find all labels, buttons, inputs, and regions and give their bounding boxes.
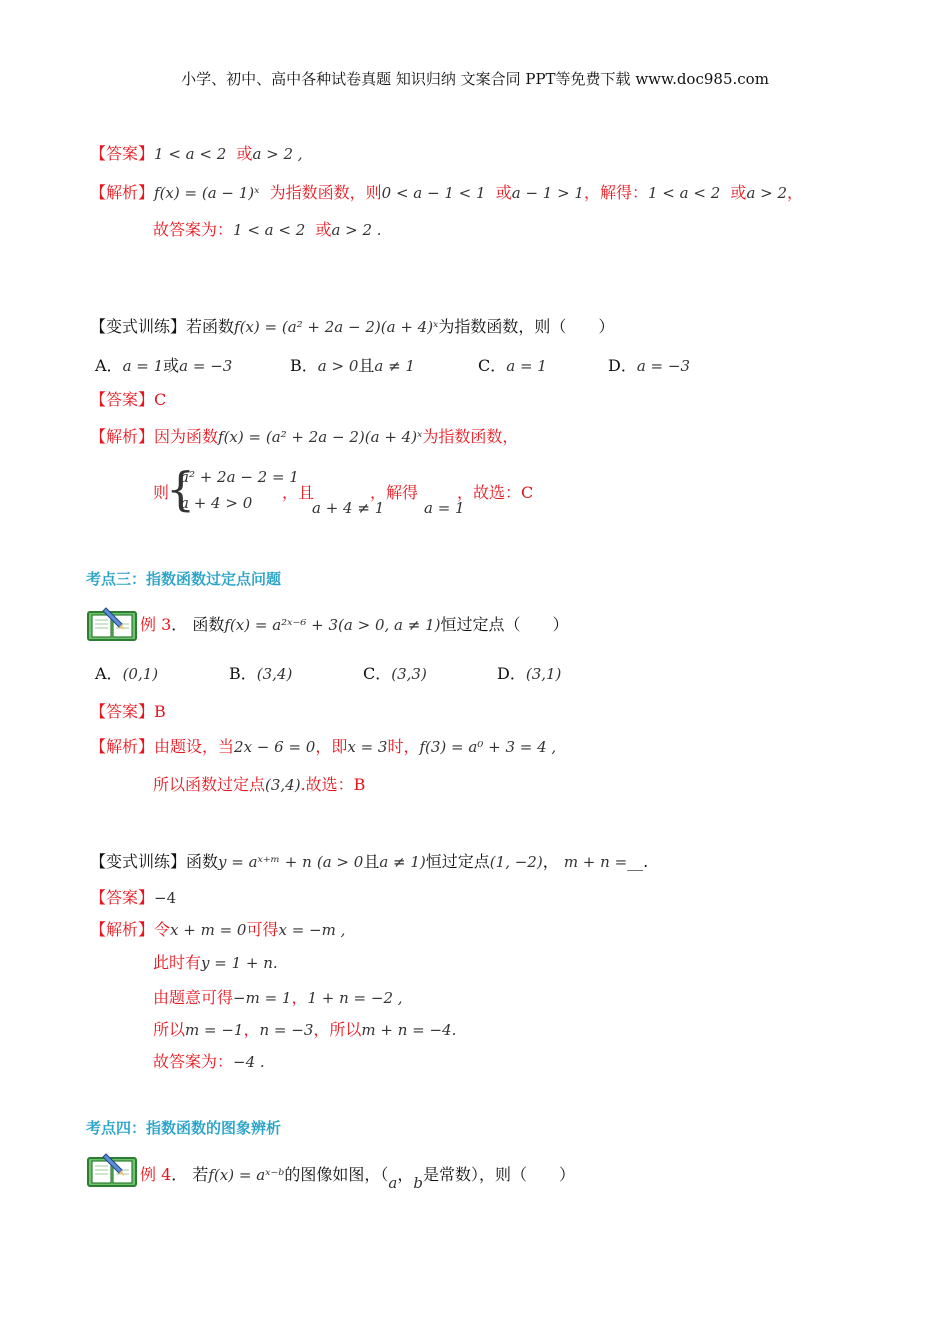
math: a > 0 <box>317 357 359 375</box>
text: 令 <box>154 920 171 939</box>
solve-math: a = 1 <box>424 499 465 517</box>
answer-line-4 <box>90 887 176 909</box>
math: x = 3 <box>347 738 388 756</box>
math: n = −3 <box>259 1021 314 1039</box>
text: 恒过定点（ ） <box>440 615 569 634</box>
text: 或 <box>315 220 332 239</box>
text: 此时有 <box>153 953 202 972</box>
math: a > 2 <box>746 184 788 202</box>
text: 恒过定点 <box>425 852 490 871</box>
answer-tag: 【答案】 <box>90 888 155 907</box>
system-eq-1: a² + 2a − 2 = 1 <box>180 468 299 486</box>
text: 为指数函数， <box>422 427 519 446</box>
text: ，即 <box>315 737 348 756</box>
math: −4 . <box>233 1053 265 1071</box>
text: ， <box>243 1020 260 1039</box>
text: 故答案为： <box>153 220 234 239</box>
section-title-4: 考点四：指数函数的图象辨析 <box>86 1119 282 1137</box>
example-label: 例 4 <box>140 1165 172 1184</box>
text: 或 <box>236 144 253 163</box>
text: ， <box>787 183 804 202</box>
analysis-tag: 【解析】 <box>90 737 155 756</box>
text: 所以 <box>153 1020 186 1039</box>
math: f(3) = a⁰ + 3 = 4 , <box>419 738 557 756</box>
and-math: a + 4 ≠ 1 <box>312 499 385 517</box>
example-3-line <box>140 614 569 636</box>
option-letter: A． <box>95 664 123 683</box>
math: a = 1 <box>122 357 164 375</box>
option-letter: C． <box>478 356 507 375</box>
text: ，所以 <box>313 1020 362 1039</box>
math: 1 < a < 2 <box>233 221 306 239</box>
option-a[interactable] <box>95 355 232 377</box>
text: 是常数），则（ ） <box>422 1165 575 1184</box>
choose-label: ，故选：C <box>457 483 534 502</box>
analysis-line-1 <box>90 182 803 204</box>
analysis-line-4d <box>153 1019 456 1041</box>
text: 故答案为： <box>153 1052 234 1071</box>
math: f(x) = a²ˣ⁻⁶ + 3(a > 0, a ≠ 1) <box>224 616 441 634</box>
text: ， <box>542 852 559 871</box>
option-d[interactable] <box>608 355 690 377</box>
answer-line-3 <box>90 701 166 723</box>
analysis-tag: 【解析】 <box>90 920 155 939</box>
math: a = −3 <box>179 357 233 375</box>
answer-value: −4 <box>154 889 177 907</box>
text: 为指数函数，则（ ） <box>438 317 615 336</box>
option-b[interactable] <box>229 663 292 685</box>
math: a <box>388 1174 398 1192</box>
and-label: ，且 <box>282 483 315 502</box>
math: −m = 1 <box>233 989 292 1007</box>
math: (3,4) <box>265 776 301 794</box>
math: f(x) = (a − 1)ˣ <box>154 184 260 202</box>
analysis-line-4b <box>153 952 278 974</box>
answer-line-1 <box>90 143 303 165</box>
analysis-line-4 <box>90 919 345 941</box>
math: (3,3) <box>391 665 427 683</box>
analysis-line-3 <box>90 736 556 758</box>
text: 为指数函数，则 <box>269 183 382 202</box>
answer-tag: 【答案】 <box>90 702 155 721</box>
math: a = −3 <box>636 357 691 375</box>
math: f(x) = (a² + 2a − 2)(a + 4)ˣ <box>218 428 423 446</box>
text: 由题设，当 <box>154 737 235 756</box>
text: 可得 <box>246 920 279 939</box>
conclusion-line-1 <box>153 219 382 241</box>
option-c[interactable] <box>478 355 547 377</box>
text: 或 <box>163 356 180 375</box>
section-title-3: 考点三：指数函数过定点问题 <box>86 570 282 588</box>
math: 0 < a − 1 < 1 <box>381 184 486 202</box>
text: 若函数 <box>186 317 235 336</box>
text: 且 <box>363 852 380 871</box>
math: a > 2 . <box>331 221 382 239</box>
text: 的图像如图，（ <box>284 1165 389 1184</box>
text: 且 <box>358 356 375 375</box>
math: a ≠ 1 <box>374 357 415 375</box>
text: ． 若 <box>171 1165 209 1184</box>
math: 1 < a < 2 <box>154 145 227 163</box>
text: ， <box>397 1165 414 1184</box>
option-letter: C． <box>363 664 392 683</box>
solve-label: ，解得 <box>370 483 419 502</box>
text: ， <box>291 988 308 1007</box>
math: a − 1 > 1 <box>511 184 584 202</box>
math: b <box>413 1174 423 1192</box>
answer-value: C <box>154 390 167 409</box>
analysis-line-3b <box>153 774 365 796</box>
example-label: 例 3 <box>140 615 172 634</box>
analysis-tag: 【解析】 <box>90 427 155 446</box>
option-letter: B． <box>290 356 318 375</box>
variant-tag: 【变式训练】 <box>90 852 187 871</box>
text: 因为函数 <box>154 427 219 446</box>
answer-line-2 <box>90 389 166 411</box>
math: m + n = <box>563 853 628 871</box>
option-d[interactable] <box>497 663 561 685</box>
analysis-line-4e <box>153 1051 265 1073</box>
math: m + n = −4. <box>361 1021 457 1039</box>
text: 时， <box>387 737 420 756</box>
option-letter: A． <box>95 356 123 375</box>
math: x + m = 0 <box>170 921 247 939</box>
math: m = −1 <box>185 1021 244 1039</box>
text: 或 <box>730 183 747 202</box>
analysis-tag: 【解析】 <box>90 183 155 202</box>
math: f(x) = aˣ⁻ᵇ <box>208 1166 285 1184</box>
text: 或 <box>495 183 512 202</box>
math: f(x) = (a² + 2a − 2)(a + 4)ˣ <box>234 318 439 336</box>
text: 由题意可得 <box>153 988 234 1007</box>
option-b[interactable] <box>290 355 415 377</box>
math: 1 < a < 2 <box>648 184 721 202</box>
option-c[interactable] <box>363 663 427 685</box>
math: a = 1 <box>506 357 547 375</box>
math: (3,4) <box>256 665 293 683</box>
math: a ≠ 1) <box>379 853 426 871</box>
analysis-line-4c <box>153 987 403 1009</box>
math: (1, −2) <box>489 853 543 871</box>
system-eq-2: a + 4 > 0 <box>180 494 253 512</box>
variant-tag: 【变式训练】 <box>90 317 187 336</box>
option-letter: B． <box>229 664 257 683</box>
math: 1 + n = −2 , <box>307 989 403 1007</box>
option-letter: D． <box>497 664 526 683</box>
brace-symbol: { <box>166 462 196 516</box>
then-label: 则 <box>153 483 170 502</box>
math: 2x − 6 = 0 <box>234 738 316 756</box>
answer-tag: 【答案】 <box>90 144 155 163</box>
variant-question-2 <box>90 851 648 873</box>
math: (3,1) <box>525 665 562 683</box>
analysis-line-2 <box>90 426 518 448</box>
variant-question-1 <box>90 316 614 338</box>
book-pencil-icon <box>86 604 138 642</box>
blank: __. <box>627 852 649 871</box>
option-letter: D． <box>608 356 637 375</box>
math: (0,1) <box>122 665 159 683</box>
text: .故选：B <box>300 775 366 794</box>
math: y = aˣ⁺ᵐ + n <box>218 853 312 871</box>
example-4-line <box>140 1164 575 1192</box>
option-a[interactable] <box>95 663 158 685</box>
text: ． 函数 <box>171 615 225 634</box>
math: x = −m , <box>278 921 346 939</box>
book-pencil-icon <box>86 1150 138 1188</box>
math: a > 2 , <box>252 145 303 163</box>
text: 所以函数过定点 <box>153 775 266 794</box>
page-header: 小学、初中、高中各种试卷真题 知识归纳 文案合同 PPT等免费下载 www.doc985.com <box>181 70 769 88</box>
answer-tag: 【答案】 <box>90 390 155 409</box>
math: (a > 0 <box>316 853 364 871</box>
answer-value: B <box>154 702 166 721</box>
math: y = 1 + n. <box>201 954 278 972</box>
text: 函数 <box>186 852 219 871</box>
text: ，解得： <box>583 183 648 202</box>
